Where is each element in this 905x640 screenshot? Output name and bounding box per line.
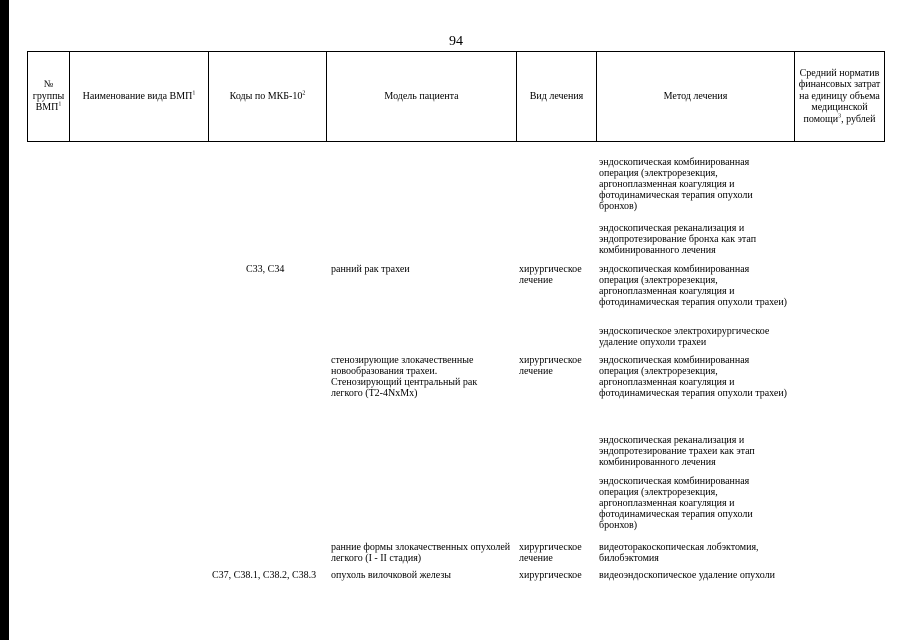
row5-method: эндоскопическая комбинированная операция (электрорезекция, аргоноплазменная коагуляция и фотодинамическая терапия опухоли трахеи) xyxy=(599,355,788,399)
page-number: 94 xyxy=(449,34,463,49)
header-col-treatment-type: Вид лечения xyxy=(529,90,584,102)
row8-method: видеоторакоскопическая лобэктомия, билобэктомия xyxy=(599,542,759,564)
row5-patient-model: стенозирующие злокачественные новообразования трахеи. Стенозирующий центральный рак легкого (T2-4NxMx) xyxy=(331,355,478,399)
scan-edge xyxy=(0,0,9,640)
row3-codes: C33, C34 xyxy=(246,264,285,275)
row3-patient-model: ранний рак трахеи xyxy=(331,264,410,275)
header-col-icd-codes: Коды по МКБ-$10^2$ xyxy=(229,90,306,102)
header-col-group-number: № группы ВМП$^1$ xyxy=(32,79,65,114)
row9-codes: C37, C38.1, C38.2, C38.3 xyxy=(212,570,317,581)
row9-method: видеоэндоскопическое удаление опухоли xyxy=(599,570,775,581)
row3-method: эндоскопическая комбинированная операция (электрорезекция, аргоноплазменная коагуляция и фотодинамическая терапия опухоли трахеи) xyxy=(599,264,788,308)
row1-method: эндоскопическая комбинированная операция (электрорезекция, аргоноплазменная коагуляция и фотодинамическая терапия опухоли бронхов) xyxy=(599,157,753,212)
row8-patient-model: ранние формы злокачественных опухолей легкого (I - II стадия) xyxy=(331,542,511,564)
header-col-patient-model: Модель пациента xyxy=(384,90,459,102)
header-col-treatment-method: Метод лечения xyxy=(663,90,728,102)
row8-treatment-type: хирургическое лечение xyxy=(519,542,582,564)
row2-method: эндоскопическая реканализация и эндопротезирование бронха как этап комбинированного лечения xyxy=(599,223,757,256)
header-col-vmp-name: Наименование вида ВМП$^1$ xyxy=(82,90,196,102)
row7-method: эндоскопическая комбинированная операция (электрорезекция, аргоноплазменная коагуляция и фотодинамическая терапия опухоли бронхов) xyxy=(599,476,753,531)
row6-method: эндоскопическая реканализация и эндопротезирование трахеи как этап комбинированного лечения xyxy=(599,435,755,468)
row9-patient-model: опухоль вилочковой железы xyxy=(331,570,452,581)
row5-treatment-type: хирургическое лечение xyxy=(519,355,582,377)
row4-method: эндоскопическое электрохирургическое удаление опухоли трахеи xyxy=(599,326,770,348)
header-col-cost: Средний норматив финансовых затрат на единицу объема медицинской помощи$^3$, рублей xyxy=(798,67,881,125)
row3-treatment-type: хирургическое лечение xyxy=(519,264,582,286)
row9-treatment-type: хирургическое xyxy=(519,570,582,581)
